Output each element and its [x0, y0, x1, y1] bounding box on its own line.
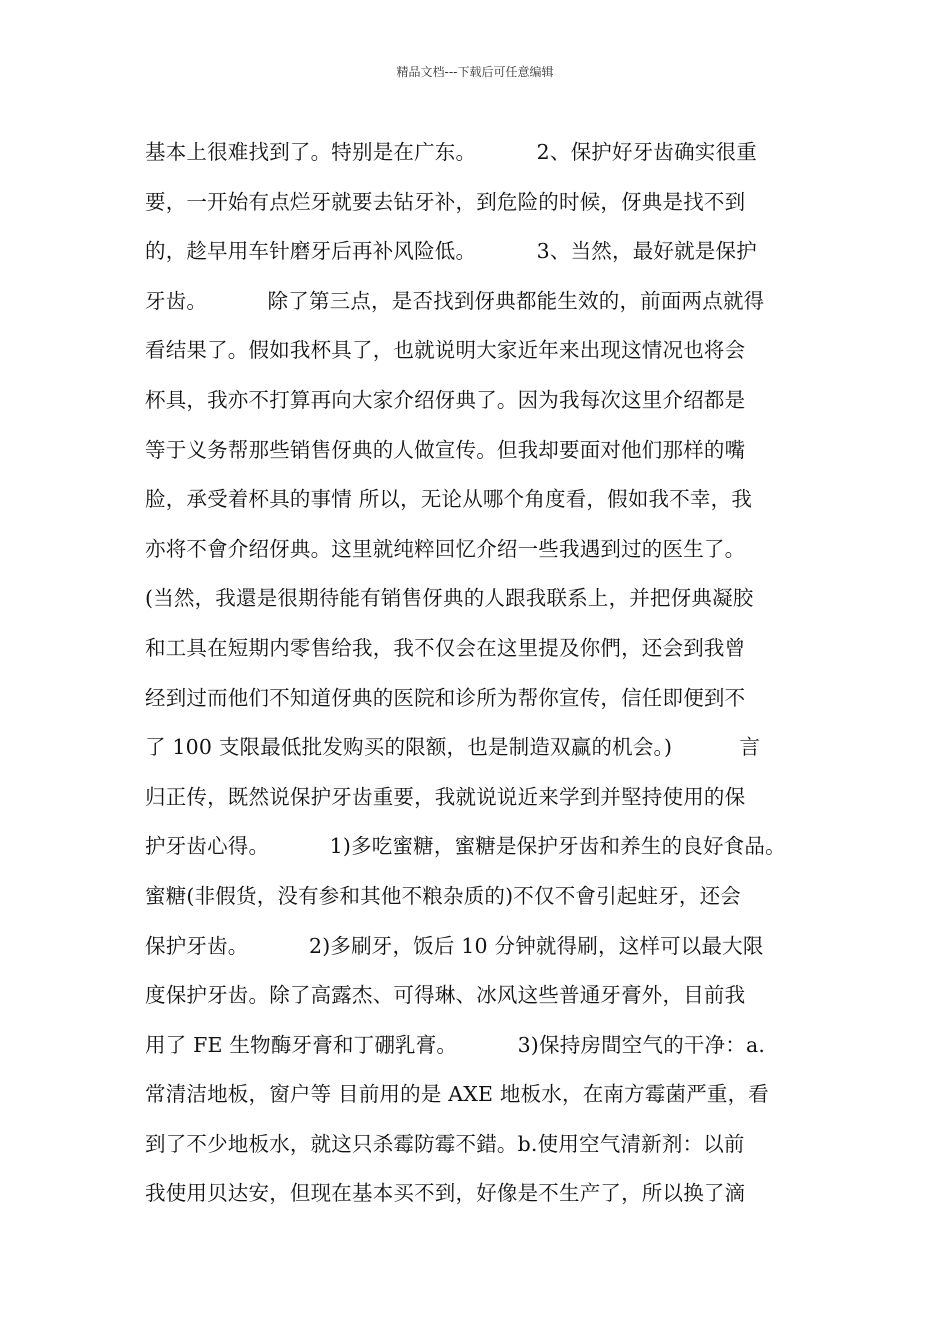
text-line: 脸，承受着杯具的事情 所以，无论从哪个角度看，假如我不幸，我: [145, 487, 753, 512]
text-line: 杯具，我亦不打算再向大家介绍伢典了。因为我每次这里介绍都是: [145, 387, 746, 412]
text-line: 的，趁早用车针磨牙后再补风险低。 3、当然，最好就是保护: [145, 239, 757, 264]
text-line: 护牙齿心得。 1)多吃蜜糖，蜜糖是保护牙齿和养生的良好食品。: [145, 834, 786, 859]
text-line: 蜜糖(非假货，没有参和其他不粮杂质的)不仅不會引起蛀牙，还会: [145, 883, 741, 908]
text-line: 归正传，既然说保护牙齿重要，我就说说近来学到并堅持使用的保: [145, 784, 746, 809]
text-line: 常清洁地板，窗户等 目前用的是 AXE 地板水，在南方霉菌严重，看: [145, 1082, 770, 1107]
text-line: 了 100 支限最低批发购买的限额，也是制造双赢的机会。) 言: [145, 735, 761, 760]
text-line: 亦将不會介绍伢典。这里就纯粹回忆介绍一些我遇到过的医生了。: [145, 536, 746, 561]
text-line: 和工具在短期内零售给我，我不仅会在这里提及你們，还会到我曾: [145, 635, 746, 660]
page-header: 精品文档---下载后可任意编辑: [396, 65, 554, 79]
text-line: 我使用贝达安，但现在基本买不到，好像是不生产了，所以换了滴: [145, 1181, 746, 1206]
text-line: 要，一开始有点烂牙就要去钻牙补，到危险的时候，伢典是找不到: [145, 189, 746, 214]
text-line: 到了不少地板水，就这只杀霉防霉不錯。b.使用空气清新剂：以前: [145, 1131, 745, 1156]
text-line: 牙齿。 除了第三点，是否找到伢典都能生效的，前面两点就得: [145, 288, 765, 313]
document-body: [145, 132, 825, 1223]
text-line: 经到过而他们不知道伢典的医院和诊所为帮你宣传，信任即便到不: [145, 685, 746, 710]
text-line: 保护牙齿。 2)多刷牙，饭后 10 分钟就得刷，这样可以最大限: [145, 933, 764, 958]
text-line: 度保护牙齿。除了高露杰、可得琳、冰风这些普通牙膏外，目前我: [145, 983, 746, 1008]
text-line: 基本上很难找到了。特别是在广东。 2、保护好牙齿确实很重: [145, 140, 757, 164]
text-line: (当然，我還是很期待能有销售伢典的人跟我联系上，并把伢典凝胶: [145, 586, 754, 611]
text-line: 等于义务帮那些销售伢典的人做宣传。但我却要面对他们那样的嘴: [145, 437, 746, 462]
text-line: 用了 FE 生物酶牙膏和丁硼乳膏。 3)保持房間空气的干净：a.: [145, 1032, 766, 1057]
text-line: 看结果了。假如我杯具了，也就说明大家近年来出现这情况也将会: [145, 338, 746, 363]
